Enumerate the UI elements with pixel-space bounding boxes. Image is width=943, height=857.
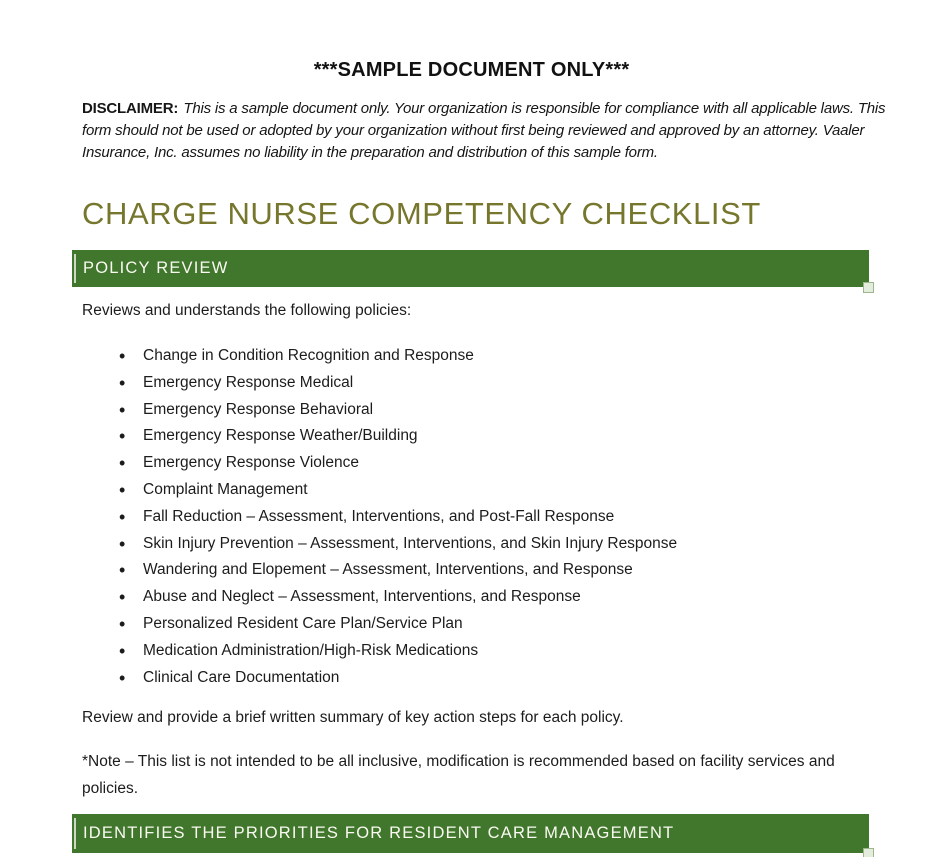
policy-item: • Complaint Management bbox=[143, 477, 870, 504]
page-title: CHARGE NURSE COMPETENCY CHECKLIST bbox=[82, 196, 761, 231]
policy-item: • Abuse and Neglect – Assessment, Interventions, and Response bbox=[143, 584, 870, 611]
policy-item: • Fall Reduction – Assessment, Interventions, and Post-Fall Response bbox=[143, 504, 870, 531]
policy-item: • Emergency Response Medical bbox=[143, 370, 870, 397]
caret-marker bbox=[74, 818, 76, 849]
policy-item: • Change in Condition Recognition and Response bbox=[143, 343, 870, 370]
section-banner-priorities bbox=[72, 814, 869, 853]
policy-item: • Personalized Resident Care Plan/Service Plan bbox=[143, 611, 870, 638]
note-text: *Note – This list is not intended to be all inclusive, modification is recommended based on facility services and policies. bbox=[82, 753, 835, 798]
policy-list bbox=[82, 343, 870, 691]
review-instruction: Review and provide a brief written summary of key action steps for each policy. bbox=[82, 709, 624, 727]
table-resize-handle[interactable] bbox=[863, 848, 874, 857]
section-banner-policy-review bbox=[72, 250, 869, 287]
policy-item: • Clinical Care Documentation bbox=[143, 665, 870, 692]
policy-item: • Emergency Response Weather/Building bbox=[143, 423, 870, 450]
policy-item: • Emergency Response Behavioral bbox=[143, 397, 870, 424]
policy-item: • Emergency Response Violence bbox=[143, 450, 870, 477]
policy-item: • Medication Administration/High-Risk Medications bbox=[143, 638, 870, 665]
disclaimer bbox=[82, 98, 887, 164]
policy-item: • Wandering and Elopement – Assessment, Interventions, and Response bbox=[143, 557, 870, 584]
banner-label: POLICY REVIEW bbox=[83, 259, 229, 277]
table-resize-handle[interactable] bbox=[863, 282, 874, 293]
caret-marker bbox=[74, 254, 76, 283]
disclaimer-text: This is a sample document only. Your organization is responsible for compliance with all applicable laws. This form should not be used or adopted by your organization without first being reviewed and approved by an attorney. Vaaler Insurance, Inc. assumes no liability in the preparation and distribution of this sample form. bbox=[82, 100, 886, 161]
disclaimer-label: DISCLAIMER: bbox=[82, 100, 179, 117]
policies-intro: Reviews and understands the following policies: bbox=[82, 302, 412, 319]
sample-document-header: ***SAMPLE DOCUMENT ONLY*** bbox=[313, 59, 630, 81]
policy-item: • Skin Injury Prevention – Assessment, Interventions, and Skin Injury Response bbox=[143, 531, 870, 558]
banner-label: IDENTIFIES THE PRIORITIES FOR RESIDENT CARE MANAGEMENT bbox=[83, 824, 675, 843]
